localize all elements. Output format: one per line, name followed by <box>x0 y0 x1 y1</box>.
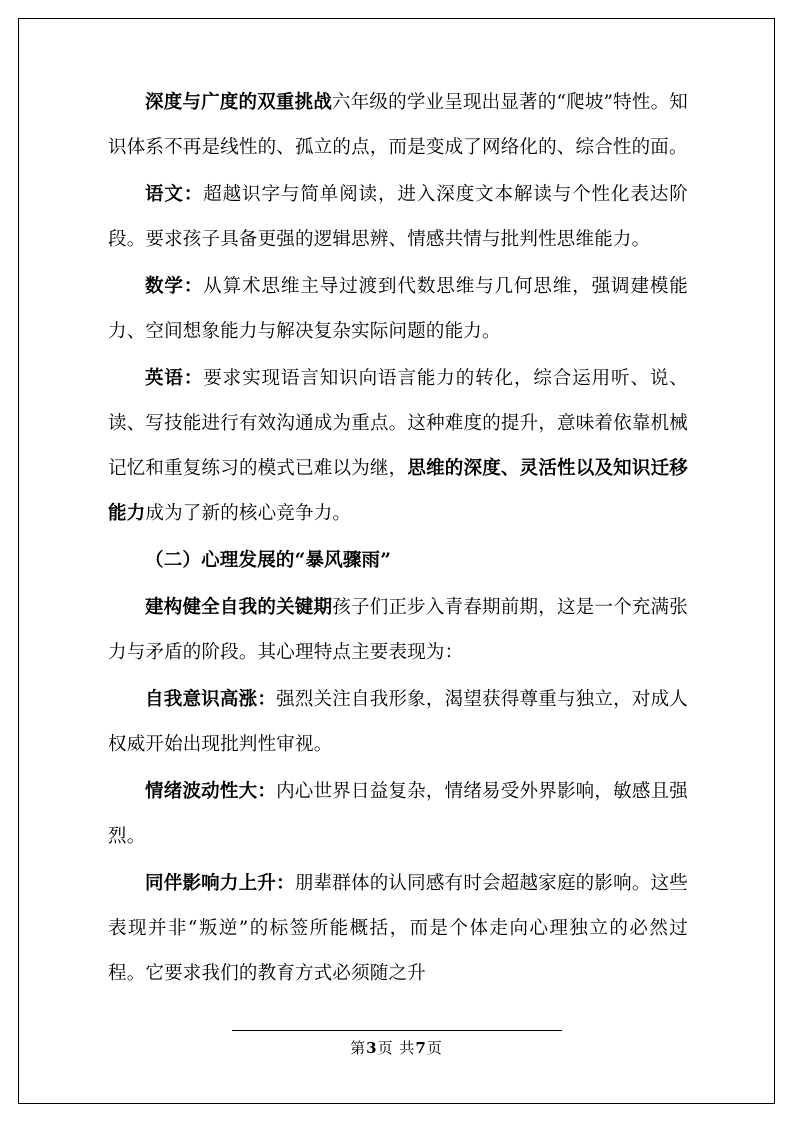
section-heading <box>108 538 688 583</box>
page-number-middle: 页 共 <box>377 1039 416 1057</box>
footer-divider <box>232 1030 562 1031</box>
paragraph-8-lead: 同伴影响力上升： <box>145 873 295 894</box>
paragraph-7 <box>108 769 688 859</box>
paragraph-5 <box>108 585 688 675</box>
paragraph-4-tail-bold: 思维的深度、灵活性以及知识迁移能力 <box>108 458 688 524</box>
paragraph-7-lead: 情绪波动性大： <box>145 781 277 802</box>
paragraph-5-lead: 建构健全自我的关键期 <box>145 597 333 618</box>
paragraph-3-lead: 数学： <box>145 276 204 297</box>
page-number <box>0 1037 793 1058</box>
paragraph-6 <box>108 677 688 767</box>
paragraph-8-body: 朋辈群体的认同感有时会超越家庭的影响。这些表现并非“叛逆”的标签所能概括，而是个体走向心理独立的必然过程。它要求我们的教育方式必须随之升 <box>108 873 689 984</box>
page-number-prefix: 第 <box>350 1039 367 1057</box>
paragraph-4-lead: 英语： <box>145 368 204 389</box>
paragraph-3 <box>108 264 688 354</box>
paragraph-2-body: 超越识字与简单阅读，进入深度文本解读与个性化表达阶段。要求孩子具备更强的逻辑思辨、情感共情与批判性思维能力。 <box>108 184 688 250</box>
paragraph-2-lead: 语文： <box>145 184 204 205</box>
paragraph-2 <box>108 172 688 262</box>
page-number-suffix: 页 <box>426 1039 443 1057</box>
paragraph-7-body: 内心世界日益复杂，情绪易受外界影响，敏感且强烈。 <box>108 781 688 847</box>
page-footer <box>0 1030 793 1058</box>
paragraph-3-body: 从算术思维主导过渡到代数思维与几何思维，强调建模能力、空间想象能力与解决复杂实际问题的能力。 <box>108 276 688 342</box>
paragraph-4-tail: 成为了新的核心竞争力。 <box>145 503 352 524</box>
document-body <box>108 80 688 998</box>
paragraph-1-body: 六年级的学业呈现出显著的“爬坡”特性。知识体系不再是线性的、孤立的点，而是变成了网络化的、综合性的面。 <box>108 92 688 158</box>
page-number-total: 7 <box>415 1039 427 1057</box>
paragraph-4-body: 要求实现语言知识向语言能力的转化，综合运用听、说、读、写技能进行有效沟通成为重点。这种难度的提升，意味着依靠机械记忆和重复练习的模式已难以为继， <box>108 368 688 479</box>
paragraph-1 <box>108 80 688 170</box>
section-heading-text: （二）心理发展的“暴风骤雨” <box>145 550 392 571</box>
paragraph-1-lead: 深度与广度的双重挑战 <box>145 92 333 113</box>
paragraph-5-body: 孩子们正步入青春期前期，这是一个充满张力与矛盾的阶段。其心理特点主要表现为： <box>108 597 688 663</box>
paragraph-8 <box>108 861 688 996</box>
page-number-current: 3 <box>366 1039 378 1057</box>
paragraph-6-body: 强烈关注自我形象，渴望获得尊重与独立，对成人权威开始出现批判性审视。 <box>108 689 688 755</box>
paragraph-6-lead: 自我意识高涨： <box>145 689 277 710</box>
paragraph-4 <box>108 356 688 536</box>
